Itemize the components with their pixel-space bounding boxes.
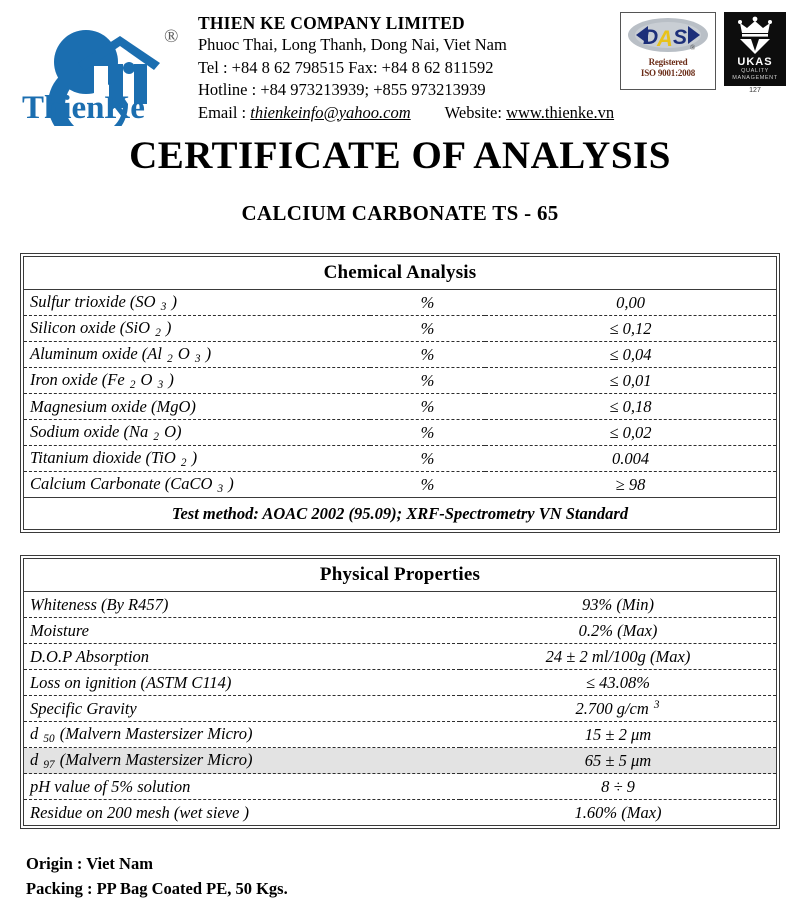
website-label: Website: [444, 102, 502, 122]
property-name: Moisture [24, 618, 460, 644]
physical-properties-rows [24, 592, 776, 825]
property-value: 65 ± 5 μm [460, 748, 776, 774]
chemical-analysis-rows [24, 290, 776, 497]
table-row [24, 394, 776, 420]
physical-properties-heading: Physical Properties [24, 559, 776, 592]
analyte-value: 0.004 [485, 446, 776, 472]
analyte-unit: % [370, 342, 485, 368]
analyte-unit: % [370, 446, 485, 472]
analyte-value: ≤ 0,18 [485, 394, 776, 420]
property-name: d $_{50}$ (Malvern Mastersizer Micro) [24, 722, 460, 748]
analyte-value: ≤ 0,02 [485, 420, 776, 446]
document-subtitle: CALCIUM CARBONATE TS - 65 [241, 201, 559, 225]
analyte-value: 0,00 [485, 290, 776, 316]
analyte-name: Magnesium oxide (MgO) [24, 394, 370, 420]
ukas-name: UKAS [737, 56, 773, 68]
property-value: 8 ÷ 9 [460, 774, 776, 800]
property-value: 24 ± 2 ml/100g (Max) [460, 644, 776, 670]
analyte-name: Iron oxide (Fe $_2$ O $_3$ ) [24, 368, 370, 394]
table-row [24, 722, 776, 748]
analyte-unit: % [370, 368, 485, 394]
table-row [24, 446, 776, 472]
property-value: ≤ 43.08% [460, 670, 776, 696]
analyte-value: ≤ 0,12 [485, 316, 776, 342]
das-standard-text: ISO 9001:2008 [640, 67, 696, 78]
table-row [24, 342, 776, 368]
analyte-name: Sodium oxide (Na $_2$ O) [24, 420, 370, 446]
property-value: 93% (Min) [460, 592, 776, 618]
table-row [24, 670, 776, 696]
property-name: D.O.P Absorption [24, 644, 460, 670]
svg-text:A: A [657, 26, 673, 51]
analyte-value: ≤ 0,04 [485, 342, 776, 368]
table-row [24, 592, 776, 618]
svg-text:®: ® [164, 26, 179, 47]
analyte-unit: % [420, 474, 435, 494]
origin-line: Origin : Viet Nam [26, 854, 153, 873]
svg-text:D: D [643, 26, 659, 49]
property-name: Residue on 200 mesh (wet sieve ) [30, 802, 250, 822]
analyte-name: Aluminum oxide (Al $_2$ O $_3$ ) [24, 342, 370, 368]
property-name: d $_{97}$ (Malvern Mastersizer Micro) [24, 748, 460, 774]
table-row [24, 748, 776, 774]
thienke-logo-icon [8, 8, 194, 126]
ukas-badge-wrap [724, 12, 786, 94]
table-row [24, 368, 776, 394]
packing-line: Packing : PP Bag Coated PE, 50 Kgs. [26, 879, 288, 898]
company-tel-fax: Tel : +84 8 62 798515 Fax: +84 8 62 811592 [198, 57, 494, 77]
analyte-name: Silicon oxide (SiO $_2$ ) [24, 316, 370, 342]
analyte-unit: % [370, 290, 485, 316]
table-row [24, 316, 776, 342]
svg-text:S: S [673, 26, 688, 49]
table-row [24, 774, 776, 800]
ukas-crown-check-icon [733, 15, 777, 55]
ukas-line2: MANAGEMENT [732, 75, 778, 81]
analyte-unit: % [370, 420, 485, 446]
analyte-value: ≤ 0,01 [485, 368, 776, 394]
company-hotline: Hotline : +84 973213939; +855 973213939 [198, 80, 486, 99]
chemical-analysis-table [20, 253, 780, 533]
analyte-name: Sulfur trioxide (SO $_3$ ) [24, 290, 370, 316]
document-footer [26, 851, 800, 901]
document-title: CERTIFICATE OF ANALYSIS [129, 134, 671, 177]
company-email-website [198, 102, 620, 125]
svg-text:®: ® [690, 44, 696, 52]
das-registered-text: Registered [648, 57, 688, 67]
company-logo [8, 8, 194, 126]
analyte-name: Calcium Carbonate (CaCO $_3$ ) [30, 473, 234, 496]
ukas-number: 127 [749, 87, 761, 94]
property-name: pH value of 5% solution [24, 774, 460, 800]
table-row [24, 800, 776, 826]
logo-wordmark: ThienKe [22, 90, 145, 126]
table-row [24, 618, 776, 644]
table-row [24, 290, 776, 316]
company-info [194, 8, 620, 124]
analyte-name: Titanium dioxide (TiO $_2$ ) [24, 446, 370, 472]
company-address: Phuoc Thai, Long Thanh, Dong Nai, Viet Nam [198, 35, 507, 54]
analyte-unit: % [370, 316, 485, 342]
table-row [24, 644, 776, 670]
property-value: 0.2% (Max) [460, 618, 776, 644]
table-row [24, 420, 776, 446]
analyte-value: ≥ 98 [615, 474, 646, 494]
chemical-analysis-heading: Chemical Analysis [24, 257, 776, 290]
das-logo-icon [626, 15, 710, 57]
test-method-note: Test method: AOAC 2002 (95.09); XRF-Spectrometry VN Standard [24, 497, 776, 529]
ukas-badge [724, 12, 786, 86]
table-row [24, 696, 776, 722]
email-label: Email : [198, 102, 247, 122]
ukas-line1: QUALITY [741, 68, 769, 74]
company-name: THIEN KE COMPANY LIMITED [198, 13, 465, 33]
property-name: Specific Gravity [24, 696, 460, 722]
physical-properties-table [20, 555, 780, 829]
property-value: 2.700 g/cm $^3$ [460, 696, 776, 722]
das-iso-badge [620, 12, 716, 90]
analyte-unit: % [370, 394, 485, 420]
property-value: 1.60% (Max) [574, 802, 662, 822]
property-name: Whiteness (By R457) [24, 592, 460, 618]
property-name: Loss on ignition (ASTM C114) [24, 670, 460, 696]
property-value: 15 ± 2 μm [460, 722, 776, 748]
document-header [0, 0, 800, 126]
website-link[interactable]: www.thienke.vn [506, 102, 615, 122]
certification-badges [620, 8, 792, 94]
email-link[interactable]: thienkeinfo@yahoo.com [250, 102, 411, 122]
table-row [24, 472, 776, 498]
